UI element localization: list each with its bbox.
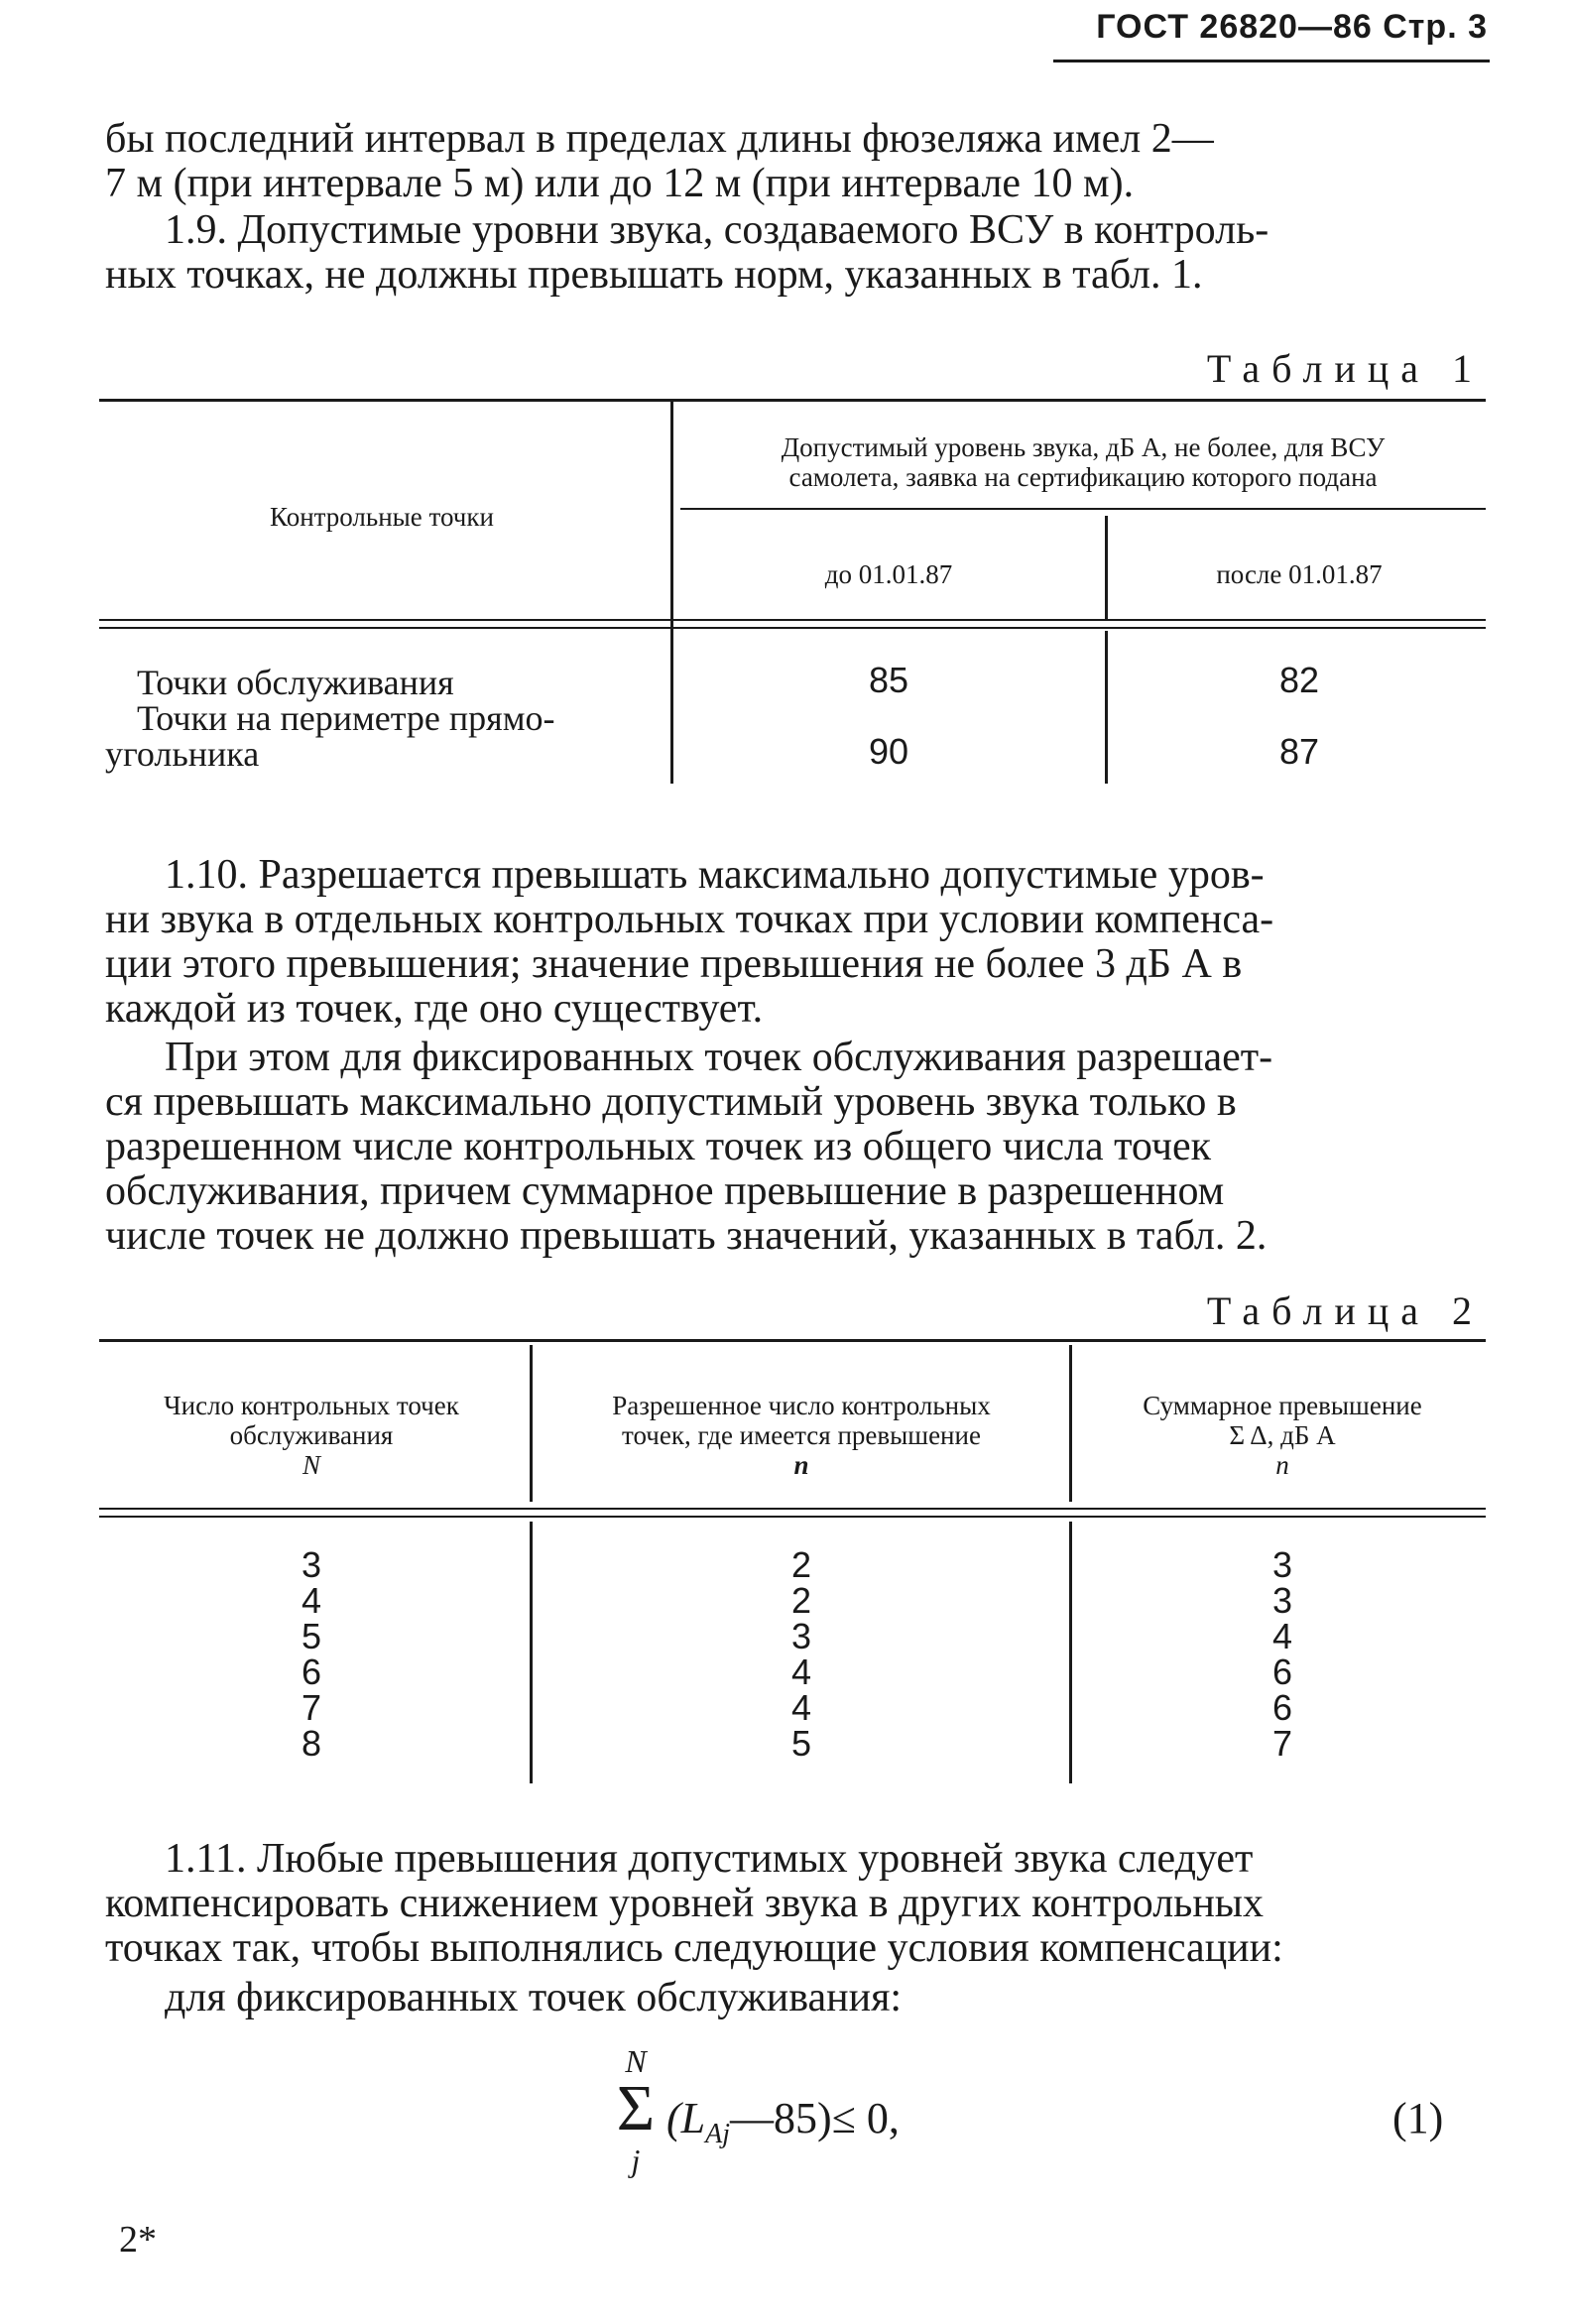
table2-top-rule xyxy=(99,1339,1486,1342)
formula-number: (1) xyxy=(1392,2094,1444,2142)
text-line: 7 м (при интервале 5 м) или до 12 м (при интервале 10 м). xyxy=(105,161,1135,206)
text-line: 1.9. Допустимые уровни звука, создаваемого ВСУ в контроль- xyxy=(165,207,1269,253)
formula-sigma: Σ xyxy=(616,2072,656,2144)
text-line: ных точках, не должны превышать норм, указанных в табл. 1. xyxy=(105,252,1203,298)
text-line: ни звука в отдельных контрольных точках при условии компенса- xyxy=(105,897,1274,942)
table-cell: 4 xyxy=(790,1651,812,1692)
header-rule xyxy=(1053,60,1490,62)
table-cell: 2 xyxy=(790,1544,812,1585)
table1-header-rule-2 xyxy=(99,627,1486,629)
table-cell: 3 xyxy=(790,1616,812,1656)
paragraph-continuation xyxy=(105,117,1484,206)
table1-sub1-header: до 01.01.87 xyxy=(824,559,953,589)
table1-col1-header: Контрольные точки xyxy=(270,502,494,532)
table1-row1-label: Точки обслуживания xyxy=(137,663,454,702)
text-line: каждой из точек, где оно существует. xyxy=(105,986,764,1032)
table2-header-rule-1 xyxy=(99,1508,1486,1510)
text-line: бы последний интервал в пределах длины фюзеляжа имел 2— xyxy=(105,116,1214,162)
table1-group-rule xyxy=(680,508,1486,510)
table-cell: 6 xyxy=(1271,1651,1293,1692)
table1-row1-after: 82 xyxy=(1278,660,1320,700)
table-cell: 5 xyxy=(790,1723,812,1764)
page-header: ГОСТ 26820—86 Стр. 3 xyxy=(1096,8,1488,46)
table-cell: 2 xyxy=(790,1580,812,1621)
table2-divider-1 xyxy=(530,1345,533,1502)
table2-col3-values xyxy=(1079,1544,1486,1764)
table1-header-rule-1 xyxy=(99,619,1486,621)
table1-divider xyxy=(670,402,673,784)
table-cell: 8 xyxy=(301,1723,322,1764)
table-cell: 7 xyxy=(301,1687,322,1728)
table2-divider-2 xyxy=(1069,1345,1072,1502)
table-cell: 7 xyxy=(1271,1723,1293,1764)
table-cell: 4 xyxy=(1271,1616,1293,1656)
table-cell: 3 xyxy=(1271,1544,1293,1585)
table2-header-rule-2 xyxy=(99,1516,1486,1518)
table1-caption: Таблица 1 xyxy=(1206,346,1484,391)
table1-row1-before: 85 xyxy=(868,660,909,700)
table2-col3-header: Суммарное превышение Σ Δ, дБ А n xyxy=(1143,1391,1422,1480)
paragraph-compensation xyxy=(105,1036,1484,1259)
table2-body-divider-1 xyxy=(530,1522,533,1783)
text-line: 1.10. Разрешается превышать максимально допустимые уров- xyxy=(165,852,1265,898)
text-line: ции этого превышения; значение превышения не более 3 дБ А в xyxy=(105,941,1243,987)
table2-col2-header: Разрешенное число контрольных точек, где имеется превышение n xyxy=(612,1391,991,1480)
table-cell: 3 xyxy=(301,1544,322,1585)
paragraph-1-9 xyxy=(105,208,1484,298)
text-line: обслуживания, причем суммарное превышение в разрешенном xyxy=(105,1168,1225,1214)
table2-body-divider-2 xyxy=(1069,1522,1072,1783)
table2-col1-values xyxy=(99,1544,524,1764)
table1-row2-before: 90 xyxy=(868,731,909,772)
text-line: 1.11. Любые превышения допустимых уровней звука следует xyxy=(165,1836,1254,1882)
formula-upper-limit: N xyxy=(625,2043,647,2079)
text-line: для фиксированных точек обслуживания: xyxy=(165,1975,903,2020)
table-cell: 6 xyxy=(1271,1687,1293,1728)
table2-col2-values xyxy=(540,1544,1063,1764)
table-cell: 3 xyxy=(1271,1580,1293,1621)
table2-col1-header: Число контрольных точек обслуживания N xyxy=(164,1391,459,1480)
table1-group-header: Допустимый уровень звука, дБ А, не более, для ВСУ самолета, заявка на сертификацию которого подана xyxy=(781,432,1386,492)
table1-sub2-header: после 01.01.87 xyxy=(1216,559,1383,589)
table1-body-divider xyxy=(1105,631,1108,784)
text-line: числе точек не должно превышать значений, указанных в табл. 2. xyxy=(105,1213,1268,1259)
table-cell: 4 xyxy=(790,1687,812,1728)
table-cell: 6 xyxy=(301,1651,322,1692)
text-line: разрешенном числе контрольных точек из общего числа точек xyxy=(105,1124,1212,1169)
table-cell: 5 xyxy=(301,1616,322,1656)
paragraph-1-11 xyxy=(105,1837,1484,1971)
table1-row2-after: 87 xyxy=(1278,731,1320,772)
formula-lower-index: j xyxy=(631,2142,641,2178)
page-footer-mark: 2* xyxy=(119,2219,157,2261)
text-line: ся превышать максимально допустимый уровень звука только в xyxy=(105,1079,1237,1125)
table2-caption: Таблица 2 xyxy=(1206,1288,1484,1333)
text-line: При этом для фиксированных точек обслуживания разрешает- xyxy=(165,1035,1273,1080)
text-line: компенсировать снижением уровней звука в других контрольных xyxy=(105,1881,1265,1926)
text-line: точках так, чтобы выполнялись следующие условия компенсации: xyxy=(105,1925,1283,1971)
paragraph-1-10 xyxy=(105,853,1484,1032)
table1-top-rule xyxy=(99,399,1486,402)
table1-row2-label: Точки на периметре прямо- угольника xyxy=(105,698,555,774)
paragraph-fixed-points xyxy=(105,1976,1484,2020)
table-cell: 4 xyxy=(301,1580,322,1621)
formula-expression: $(L_{Aj}—85)\le 0$, xyxy=(666,2094,900,2149)
table1-subdivider xyxy=(1105,516,1108,621)
